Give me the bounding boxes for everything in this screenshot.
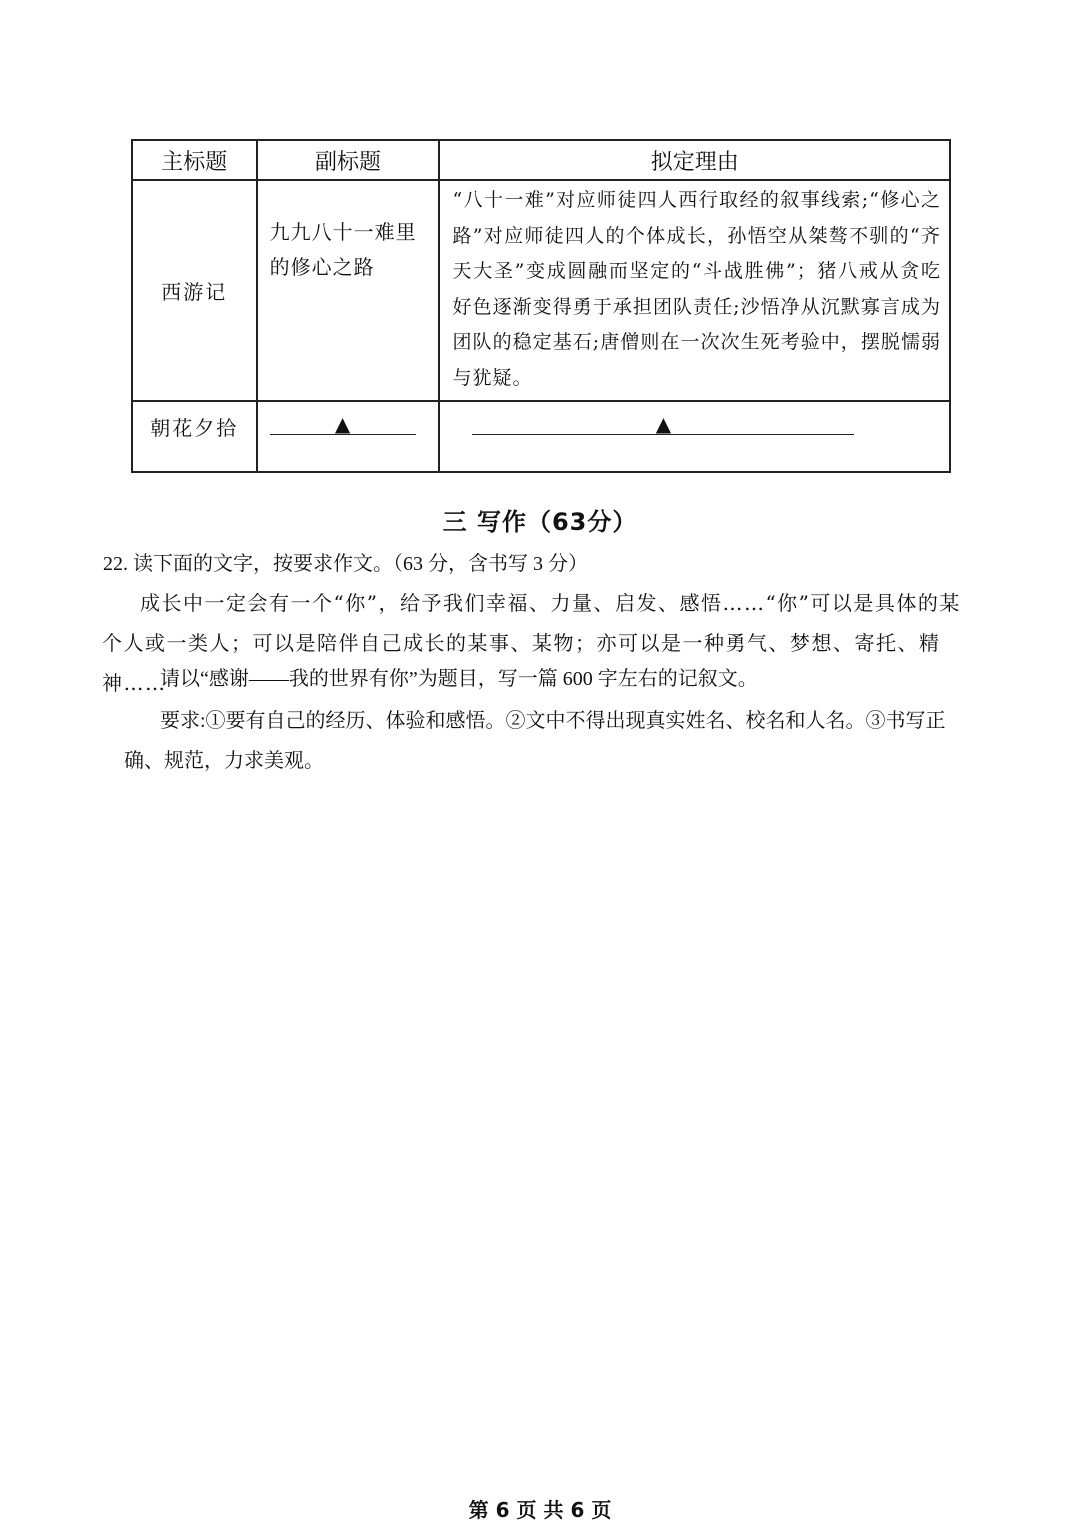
subtitle-answer-cell <box>257 401 440 472</box>
triangle-marker-icon: ▲ <box>334 412 351 436</box>
reason-answer-blank <box>472 414 854 435</box>
table-header-row <box>132 140 950 180</box>
question-header: 22. 读下面的文字，按要求作文。（63 分，含书写 3 分） <box>103 553 588 575</box>
header-main-title: 主标题 <box>132 140 257 180</box>
page-number: 第 6 页 共 6 页 <box>468 1498 612 1522</box>
book-title-dawn-blossoms: 朝花夕拾 <box>132 401 257 472</box>
reading-title-table <box>131 139 951 473</box>
subtitle-answer-blank <box>270 414 416 435</box>
triangle-marker-icon: ▲ <box>655 412 672 436</box>
section-title: 三 写作（63分） <box>442 508 638 536</box>
question-task: 请以“感谢——我的世界有你”为题目，写一篇 600 字左右的记叙文。 <box>160 668 758 690</box>
book-title-journey-west: 西游记 <box>132 180 257 401</box>
table-row <box>132 180 950 401</box>
reason-answer-cell <box>439 401 950 472</box>
subtitle-cell: 九九八十一难里的修心之路 <box>257 180 440 401</box>
table-row <box>132 401 950 472</box>
reason-cell: “八十一难”对应师徒四人西行取经的叙事线索;“修心之路”对应师徒四人的个体成长，孙悟空从桀骜不驯的“齐天大圣”变成圆融而坚定的“斗战胜佛”；猪八戒从贪吃好色逐渐变得勇于承担团队责任;沙悟净从沉默寡言成为团队的稳定基石;唐僧则在一次次生死考验中，摆脱懦弱与犹疑。 <box>439 180 950 401</box>
question-material: 成长中一定会有一个“你”，给予我们幸福、力量、启发、感悟……“你”可以是具体的某个人或一类人；可以是陪伴自己成长的某事、某物；亦可以是一种勇气、梦想、寄托、精神…… <box>102 591 961 695</box>
header-subtitle: 副标题 <box>257 140 440 180</box>
header-reason: 拟定理由 <box>439 140 950 180</box>
question-requirements: 要求:①要有自己的经历、体验和感悟。②文中不得出现真实姓名、校名和人名。③书写正确、规范，力求美观。 <box>124 710 946 772</box>
